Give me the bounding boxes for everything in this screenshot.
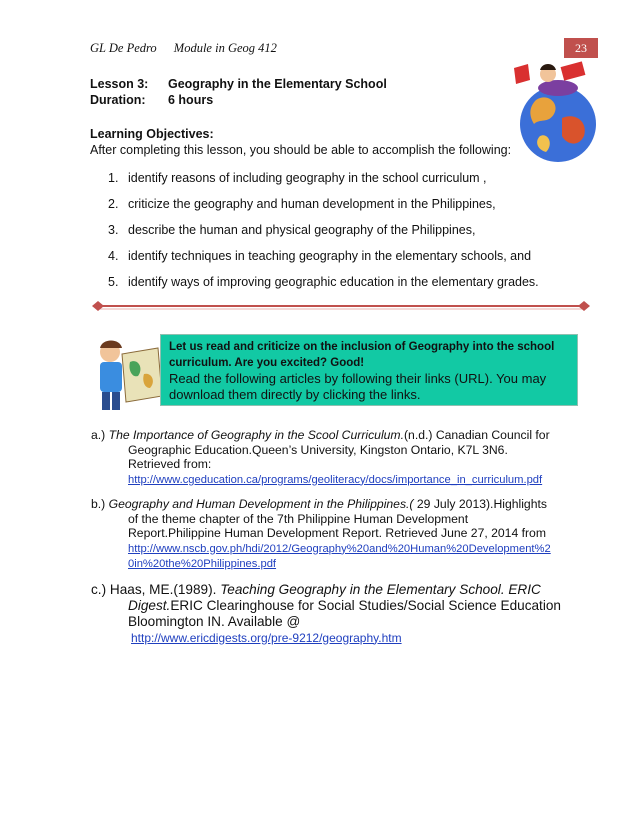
item-text: identify techniques in teaching geography in the elementary schools, and (128, 249, 532, 263)
lesson-title: Geography in the Elementary School (168, 77, 387, 91)
reference-text: Bloomington IN. Available @ (128, 613, 301, 629)
list-item (108, 248, 539, 274)
reference-text: Haas, ME.(1989). (109, 581, 221, 597)
objectives-title: Learning Objectives: (90, 127, 214, 141)
reference-a (91, 428, 591, 487)
reference-link-continued[interactable]: 0in%20the%20Philippines.pdf (128, 558, 277, 570)
references-list (91, 428, 591, 656)
reference-text: (n.d.) Canadian Council for (403, 428, 550, 442)
reference-text: Retrieved from: (128, 457, 212, 471)
reference-b (91, 497, 591, 572)
item-number: 5. (108, 275, 119, 289)
list-item (108, 222, 539, 248)
header-author: GL De Pedro (90, 41, 157, 55)
kid-with-map-illustration (92, 334, 164, 412)
objectives-intro: After completing this lesson, you should be able to accomplish the following: (90, 143, 512, 157)
item-text: criticize the geography and human development in the Philippines, (128, 197, 496, 211)
reference-text: ERIC Clearinghouse for Social Studies/Social Science Education (170, 597, 561, 613)
reference-c (91, 582, 591, 646)
lesson-info (90, 76, 387, 108)
item-text: identify ways of improving geographic education in the elementary grades. (128, 275, 539, 289)
item-text: describe the human and physical geography of the Philippines, (128, 223, 476, 237)
learning-objectives (90, 126, 550, 158)
item-number: 1. (108, 171, 119, 185)
callout-bold-text: Let us read and criticize on the inclusion of Geography into the school curriculum. Are you excited? Good! (169, 341, 555, 369)
reference-text: of the theme chapter of the 7th Philippine Human Development (128, 511, 469, 526)
item-text: identify reasons of including geography in the school curriculum , (128, 171, 487, 185)
header-text (90, 41, 291, 56)
callout-text: Read the following articles by following their links (URL). You may download them directly by clicking the links. (169, 371, 547, 402)
reference-title: Geography and Human Development in the Philippines.( (108, 497, 414, 511)
reference-text: 29 July 2013).Highlights (413, 497, 547, 511)
lesson-label: Lesson 3: (90, 77, 149, 91)
reference-text: Report.Philippine Human Development Report. Retrieved June 27, 2014 from (128, 526, 546, 540)
list-item (108, 274, 539, 300)
duration-label: Duration: (90, 93, 146, 107)
reference-label: a.) (91, 428, 106, 442)
item-number: 2. (108, 197, 119, 211)
duration-value: 6 hours (168, 93, 214, 107)
objectives-list (108, 170, 539, 300)
reference-link[interactable]: http://www.ericdigests.org/pre-9212/geography.htm (131, 630, 402, 645)
list-item (108, 170, 539, 196)
reading-instructions-box (160, 334, 578, 406)
item-number: 4. (108, 249, 119, 263)
reference-title: Digest. (128, 597, 171, 613)
page-number: 23 (564, 38, 598, 58)
reference-label: c.) (91, 581, 107, 597)
reference-title: Teaching Geography in the Elementary School. ERIC (220, 581, 541, 597)
header-module: Module in Geog 412 (173, 41, 277, 55)
reference-text: Geographic Education.Queen’s University, Kingston Ontario, K7L 3N6. (128, 442, 508, 457)
section-divider (92, 299, 590, 313)
reference-link[interactable]: http://www.nscb.gov.ph/hdi/2012/Geography%20and%20Human%20Development%2 (128, 542, 551, 555)
item-number: 3. (108, 223, 119, 237)
reference-label: b.) (91, 497, 106, 511)
reference-link[interactable]: http://www.cgeducation.ca/programs/geoliteracy/docs/importance_in_curriculum.pdf (128, 473, 543, 486)
list-item (108, 196, 539, 222)
reference-title: The Importance of Geography in the Scool Curriculum. (108, 428, 404, 442)
